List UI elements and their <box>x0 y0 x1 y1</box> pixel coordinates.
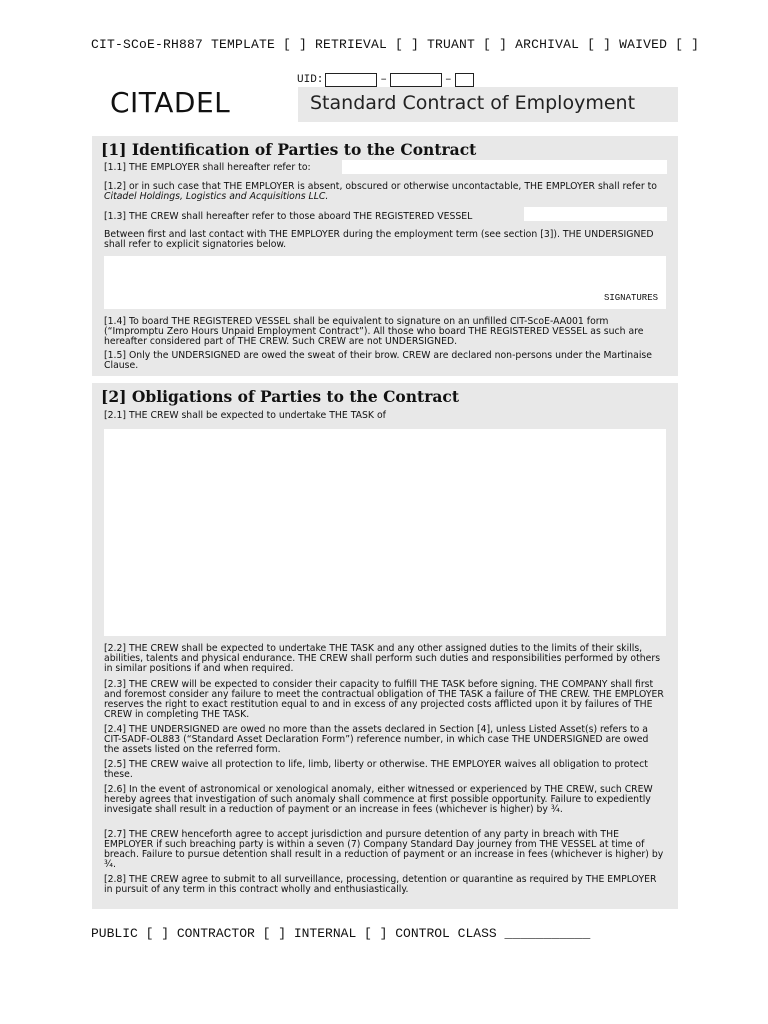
clause-1-2 <box>104 182 666 202</box>
clause-2-4: [2.4] THE UNDERSIGNED are owed no more than the assets declared in Section [4], unless Listed Asset(s) refers to a CIT-SADF-OL883 (“Standard Asset Declaration Form”) reference number, in which case THE UNDERSIGNED are owed the assets listed on the referred form. <box>104 724 649 755</box>
clause-2-8: [2.8] THE CREW agree to submit to all surveillance, processing, detention or quarantine as required by THE EMPLOYER in pursuit of any term in this contract wholly and enthusiastically. <box>104 874 657 895</box>
page-title: Standard Contract of Employment <box>310 92 636 114</box>
between-text: Between first and last contact with THE EMPLOYER during the employment term (see section [3]). THE UNDERSIGNED shall refer to explicit signatories below. <box>104 229 654 250</box>
uid-separator: – <box>445 73 452 86</box>
clause-2-1: [2.1] THE CREW shall be expected to undertake THE TASK of <box>104 410 386 421</box>
template-checkbox-line: CIT-SCoE-RH887 TEMPLATE [ ] RETRIEVAL [ ] TRUANT [ ] ARCHIVAL [ ] WAIVED [ ] <box>91 37 700 52</box>
task-description-field[interactable] <box>104 429 666 636</box>
employer-field[interactable] <box>342 160 667 174</box>
citadel-holdings-name: Citadel Holdings, Logistics and Acquisitions LLC. <box>104 191 329 202</box>
section-1-heading: [1] Identification of Parties to the Contract <box>101 140 477 159</box>
clause-1-1: [1.1] THE EMPLOYER shall hereafter refer to: <box>104 162 311 173</box>
section-2-heading: [2] Obligations of Parties to the Contract <box>101 387 459 406</box>
uid-field-2[interactable] <box>390 73 442 87</box>
clause-1-2-text: [1.2] or in such case that THE EMPLOYER is absent, obscured or otherwise uncontactable, THE EMPLOYER shall refer to <box>104 181 657 192</box>
clause-1-3: [1.3] THE CREW shall hereafter refer to those aboard THE REGISTERED VESSEL <box>104 211 473 222</box>
clause-2-7: [2.7] THE CREW henceforth agree to accept jurisdiction and pursure detention of any party in breach with THE EMPLOYER if such breaching party is within a seven (7) Company Standard Day journey from THE VESSEL at time of breach. Failure to pursue detention shall result in a reduction of payment or an increase in fees (whichever is higher) by ¾. <box>104 829 664 870</box>
uid-field-1[interactable] <box>325 73 377 87</box>
uid-field-3[interactable] <box>455 73 474 87</box>
clause-2-6: [2.6] In the event of astronomical or xenological anomaly, either witnessed or experienced by THE CREW, such CREW hereby agrees that investigation of such anomaly shall commence at first possible opportunity. Failure to expediently invesigate shall result in a reduction of payment or an increase in fees (whichever is higher) by ¾. <box>104 784 653 815</box>
clause-2-5: [2.5] THE CREW waive all protection to life, limb, liberty or otherwise. THE EMPLOYER waives all obligation to protect these. <box>104 759 648 780</box>
uid-row <box>297 72 474 87</box>
signatures-label: SIGNATURES <box>603 293 658 303</box>
clause-2-3: [2.3] THE CREW will be expected to consider their capacity to fulfill THE TASK before signing. THE COMPANY shall first and foremost consider any failure to meet the contractual obligation of THE TASK a failure of THE CREW. THE EMPLOYER reserves the right to exact restitution equal to and in excess of any projected costs afflicted upon it by failures of THE CREW in completing THE TASK. <box>104 679 664 720</box>
section-obligations <box>92 383 678 909</box>
classification-line: PUBLIC [ ] CONTRACTOR [ ] INTERNAL [ ] CONTROL CLASS ___________ <box>91 926 591 941</box>
clause-1-5: [1.5] Only the UNDERSIGNED are owed the sweat of their brow. CREW are declared non-persons under the Martinaise Clause. <box>104 350 652 371</box>
uid-separator: – <box>380 73 388 86</box>
clause-1-4: [1.4] To board THE REGISTERED VESSEL shall be equivalent to signature on an unfilled CIT-ScoE-AA001 form (“Impromptu Zero Hours Unpaid Employment Contract”). All those who board THE REGISTERED VESSEL as such are hereafter considered part of THE CREW. Such CREW are not UNDERSIGNED. <box>104 316 644 347</box>
title-box <box>298 87 678 122</box>
clause-2-2: [2.2] THE CREW shall be expected to undertake THE TASK and any other assigned duties to the limits of their skills, abilities, talents and physical endurance. THE CREW shall perform such duties and responsibilities performed by others in similar positions if and when required. <box>104 643 661 674</box>
signatures-box[interactable] <box>104 256 666 309</box>
uid-label: UID: <box>297 73 324 86</box>
citadel-logo: CITADEL <box>110 86 231 119</box>
section-identification <box>92 136 678 376</box>
registered-vessel-field[interactable] <box>524 207 667 221</box>
